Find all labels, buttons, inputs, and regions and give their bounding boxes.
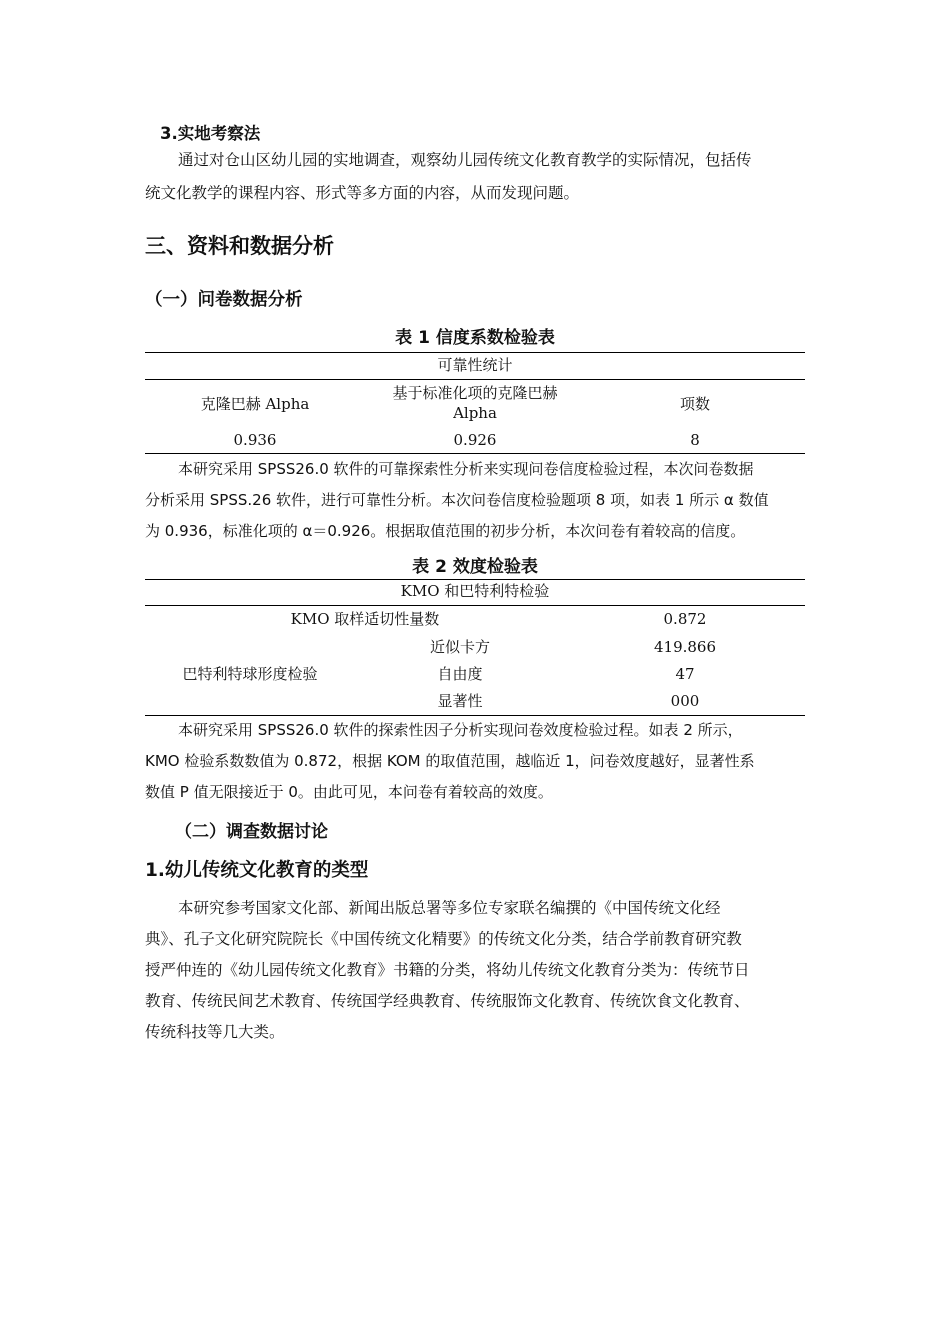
table1-col1-header: 克隆巴赫 Alpha [200,395,310,413]
table2-bottom-rule [145,715,805,716]
table1-cell: 0.936 [233,431,277,449]
table2-row-label: 近似卡方 [429,638,490,656]
table2-kmo-label: KMO 取样适切性量数 [290,610,440,628]
table2-kmo-value: 0.872 [663,610,707,628]
sub-heading-discussion: （二）调查数据讨论 [175,822,328,842]
table2-top-rule [145,579,805,580]
validity-paragraph-line: KMO 检验系数数值为 0.872，根据 KOM 的取值范围，越临近 1，问卷效度越好，显著性系 [145,752,755,770]
table1-caption: 表 1 信度系数检验表 [395,328,555,348]
table1-cell: 0.926 [453,431,497,449]
table2-row-value: 47 [675,665,695,683]
table1-cell: 8 [690,431,700,449]
method-heading: 3.实地考察法 [160,124,261,143]
table2-header-rule [145,605,805,606]
table2-row-label: 自由度 [437,665,483,683]
reliability-paragraph-line: 本研究采用 SPSS26.0 软件的可靠探索性分析来实现问卷信度检验过程，本次问卷数据 [178,460,754,478]
chapter-heading: 三、资料和数据分析 [145,234,334,258]
table2-row-value: 000 [670,692,700,710]
table1-col2-header-line1: 基于标准化项的克隆巴赫 [392,384,558,402]
method-paragraph-line: 通过对仓山区幼儿园的实地调查，观察幼儿园传统文化教育教学的实际情况，包括传 [178,151,752,169]
table2-group-header: KMO 和巴特利特检验 [400,582,550,600]
method-paragraph-line: 统文化教学的课程内容、形式等多方面的内容，从而发现问题。 [145,184,580,202]
types-paragraph-line: 本研究参考国家文化部、新闻出版总署等多位专家联名编撰的《中国传统文化经 [178,899,721,917]
types-paragraph-line: 教育、传统民间艺术教育、传统国学经典教育、传统服饰文化教育、传统饮食文化教育、 [145,992,750,1010]
table1-group-header: 可靠性统计 [437,356,513,374]
table2-row-value: 419.866 [653,638,717,656]
sub-sub-heading-types: 1.幼儿传统文化教育的类型 [145,860,369,881]
types-paragraph-line: 传统科技等几大类。 [145,1023,285,1041]
table2-caption: 表 2 效度检验表 [412,557,538,577]
table1-header-rule [145,379,805,380]
table1-top-rule [145,352,805,353]
types-paragraph-line: 授严仲连的《幼儿园传统文化教育》书籍的分类，将幼儿传统文化教育分类为：传统节日 [145,961,750,979]
types-paragraph-line: 典》、孔子文化研究院院长《中国传统文化精要》的传统文化分类，结合学前教育研究教 [145,930,742,948]
table1-col2-header-line2: Alpha [453,404,497,422]
sub-heading-questionnaire: （一）问卷数据分析 [145,290,303,310]
reliability-paragraph-line: 分析采用 SPSS.26 软件，进行可靠性分析。本次问卷信度检验题项 8 项，如表 1 所示 α 数值 [145,491,769,509]
table2-bartlett-label: 巴特利特球形度检验 [182,665,318,683]
validity-paragraph-line: 数值 P 值无限接近于 0。由此可见，本问卷有着较高的效度。 [145,783,553,801]
reliability-paragraph-line: 为 0.936，标准化项的 α＝0.926。根据取值范围的初步分析，本次问卷有着较高的信度。 [145,522,746,540]
table2-row-label: 显著性 [437,692,483,710]
validity-paragraph-line: 本研究采用 SPSS26.0 软件的探索性因子分析实现问卷效度检验过程。如表 2 所示， [178,721,743,739]
table1-bottom-rule [145,453,805,454]
table1-col3-header: 项数 [679,395,710,413]
